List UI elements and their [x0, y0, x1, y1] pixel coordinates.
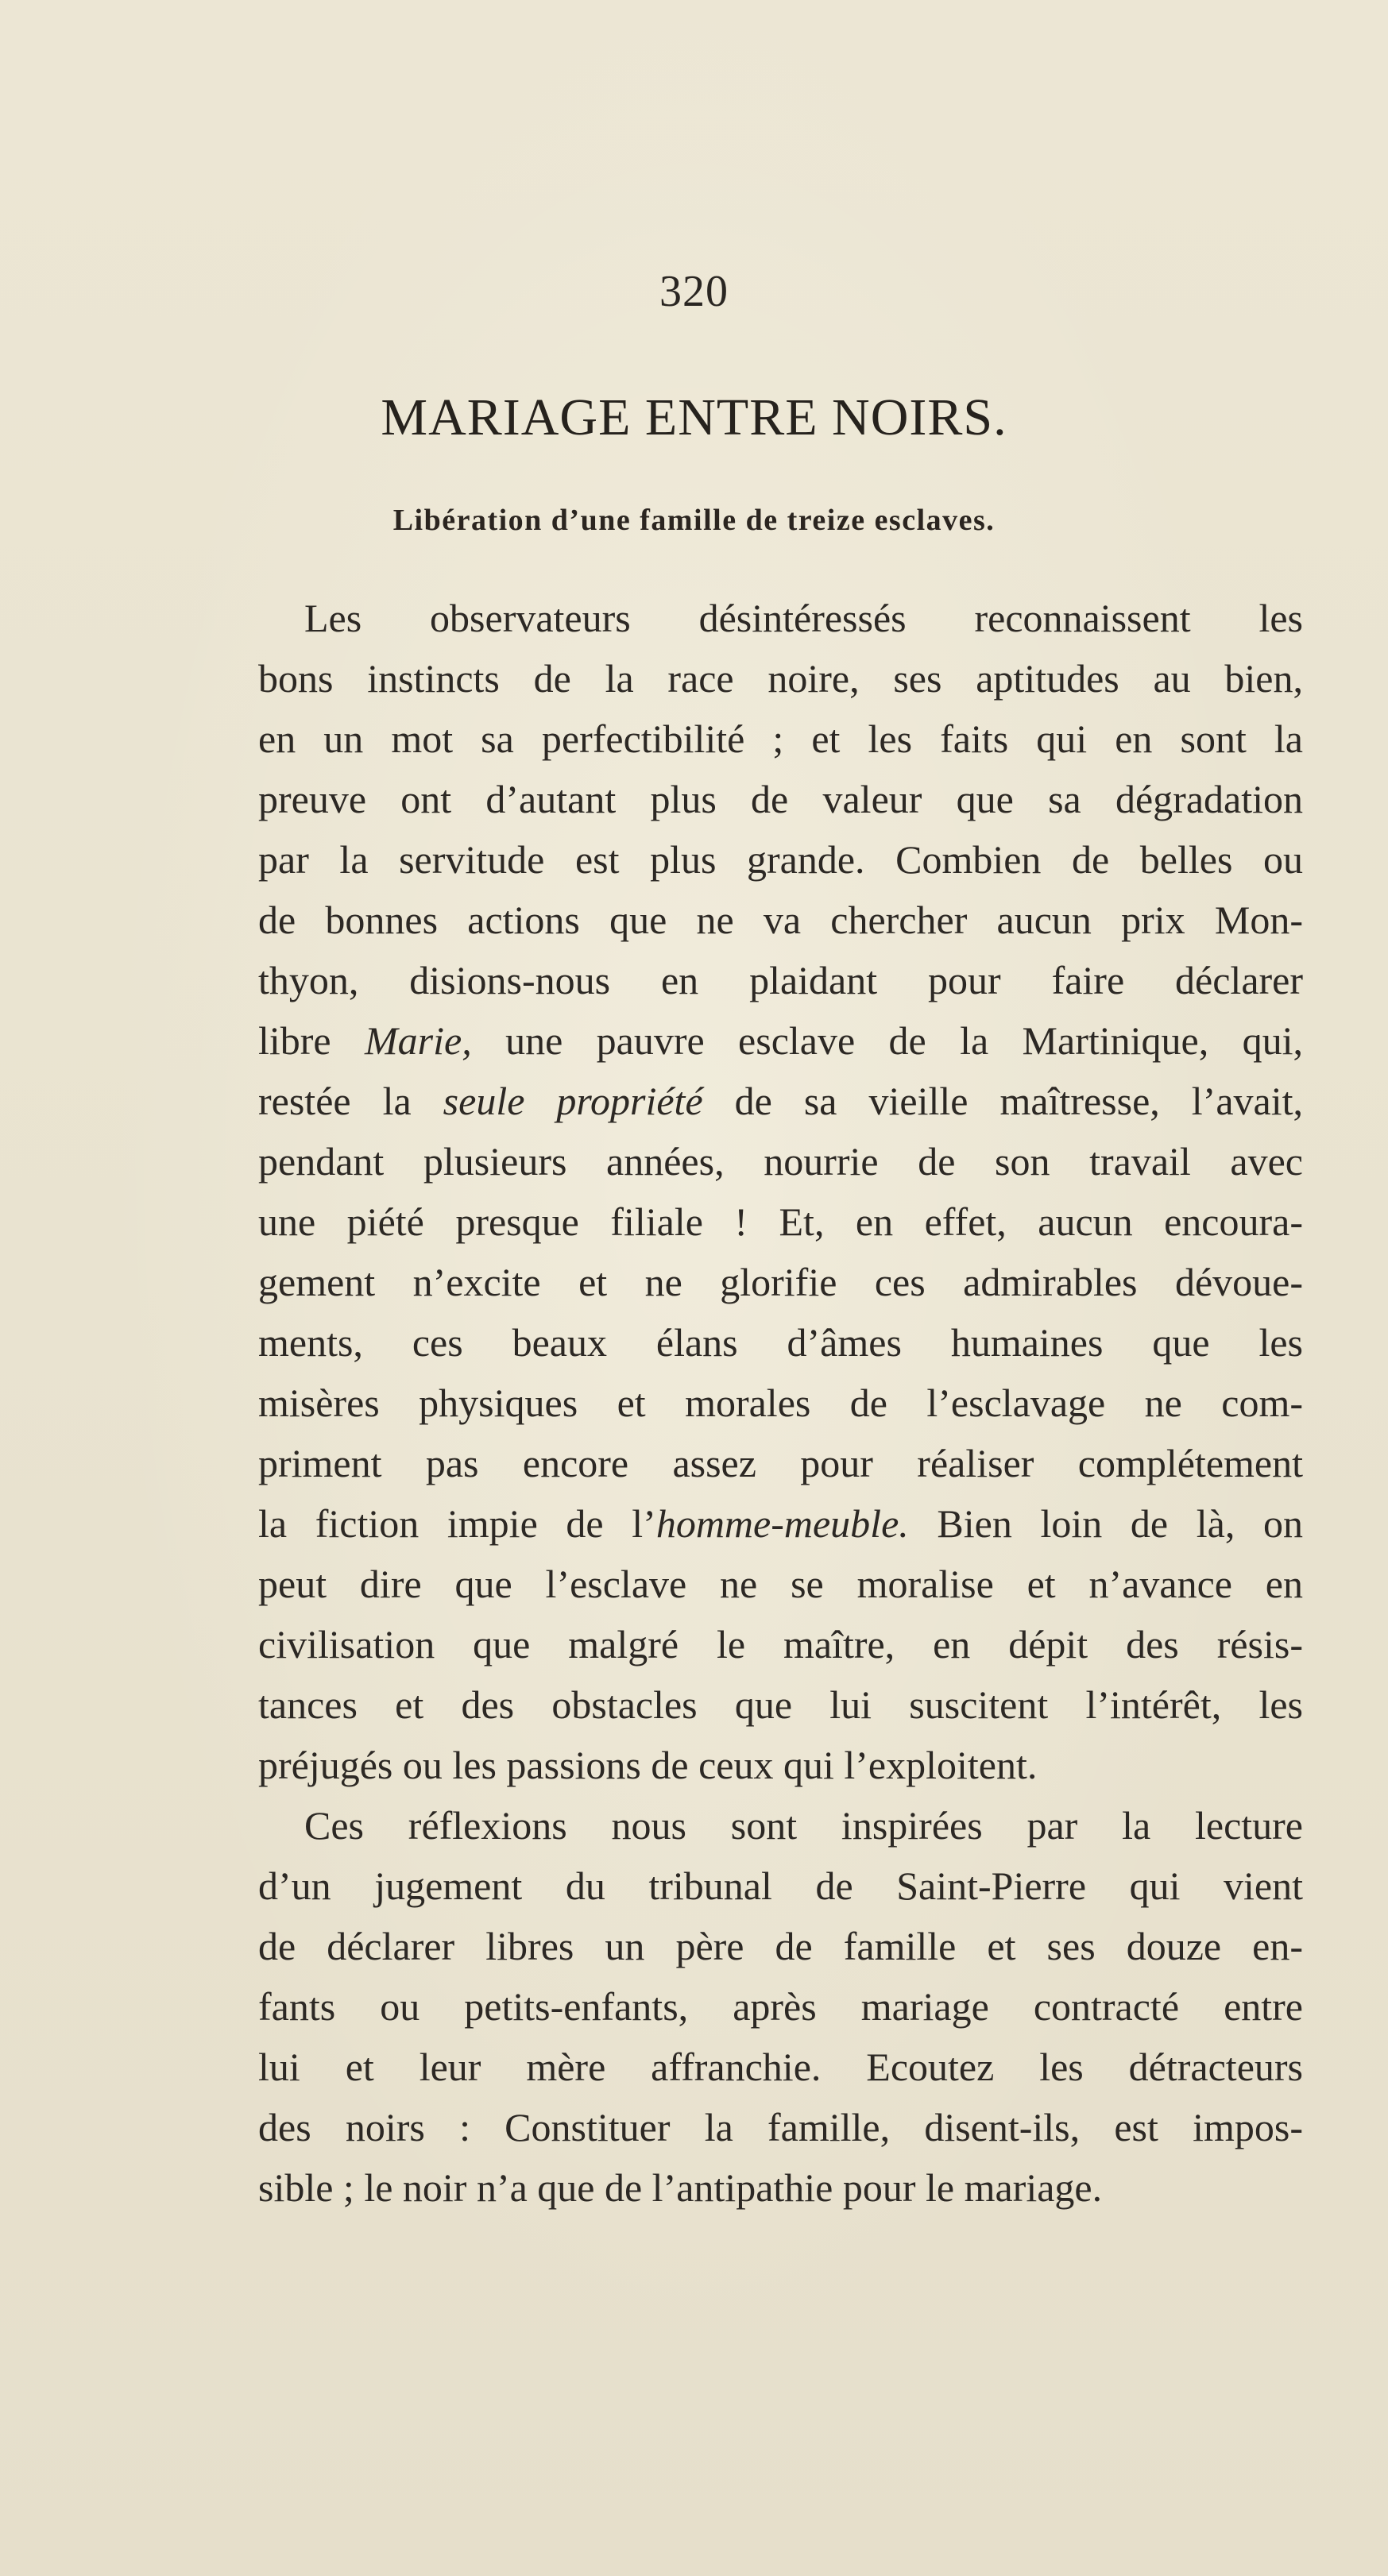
text-segment: une pauvre esclave de la Martinique, qui, — [471, 1018, 1303, 1063]
text-line: Ces réflexions nous sont inspirées par la lecture — [304, 1803, 1303, 1848]
italic-text: Marie, — [365, 1018, 472, 1063]
text-line: tances et des obstacles que lui suscitent l’intérêt, les — [258, 1682, 1303, 1727]
text-line — [258, 1493, 1303, 1554]
text-line: sible ; le noir n’a que de l’antipathie pour le mariage. — [258, 2165, 1103, 2210]
text-segment: la fiction impie de l’ — [258, 1501, 656, 1546]
chapter-title: MARIAGE ENTRE NOIRS. — [381, 388, 1007, 446]
text-segment: restée la — [258, 1079, 443, 1123]
text-line: priment pas encore assez pour réaliser complétement — [258, 1441, 1303, 1485]
text-line: preuve ont d’autant plus de valeur que sa dégradation — [258, 777, 1303, 821]
text-line: bons instincts de la race noire, ses aptitudes au bien, — [258, 656, 1303, 701]
text-line: préjugés ou les passions de ceux qui l’exploitent. — [258, 1743, 1038, 1787]
text-line — [258, 1071, 1303, 1131]
text-line — [258, 1010, 1303, 1071]
text-line: peut dire que l’esclave ne se moralise et n’avance en — [258, 1562, 1303, 1606]
text-line: par la servitude est plus grande. Combien de belles ou — [258, 837, 1303, 882]
italic-text: seule propriété — [443, 1079, 703, 1123]
text-segment: de sa vieille maîtresse, l’avait, — [702, 1079, 1303, 1123]
body-text — [258, 588, 1303, 2218]
text-line: une piété presque filiale ! Et, en effet, aucun encoura- — [258, 1199, 1303, 1244]
text-line: fants ou petits-enfants, après mariage contracté entre — [258, 1984, 1303, 2029]
text-line: thyon, disions-nous en plaidant pour faire déclarer — [258, 958, 1303, 1002]
text-line: misères physiques et morales de l’esclavage ne com- — [258, 1381, 1303, 1425]
text-line: Les observateurs désintéressés reconnaissent les — [304, 596, 1303, 640]
text-line: en un mot sa perfectibilité ; et les faits qui en sont la — [258, 716, 1303, 761]
chapter-subtitle: Libération d’une famille de treize esclaves. — [392, 504, 996, 537]
page-number: 320 — [659, 267, 729, 316]
text-segment: libre — [258, 1018, 365, 1063]
text-line: pendant plusieurs années, nourrie de son travail avec — [258, 1139, 1303, 1184]
text-line: de déclarer libres un père de famille et ses douze en- — [258, 1924, 1303, 1968]
italic-text: homme-meuble. — [655, 1501, 909, 1546]
text-line: gement n’excite et ne glorifie ces admirables dévoue- — [258, 1260, 1303, 1304]
text-line: civilisation que malgré le maître, en dépit des résis- — [258, 1622, 1303, 1666]
text-line: des noirs : Constituer la famille, disent-ils, est impos- — [258, 2105, 1303, 2149]
text-segment: Bien loin de là, on — [908, 1501, 1304, 1546]
text-line: ments, ces beaux élans d’âmes humaines que les — [258, 1320, 1303, 1365]
text-line: d’un jugement du tribunal de Saint-Pierre qui vient — [258, 1863, 1303, 1908]
text-line: de bonnes actions que ne va chercher aucun prix Mon- — [258, 898, 1303, 942]
text-line: lui et leur mère affranchie. Ecoutez les détracteurs — [258, 2045, 1303, 2089]
